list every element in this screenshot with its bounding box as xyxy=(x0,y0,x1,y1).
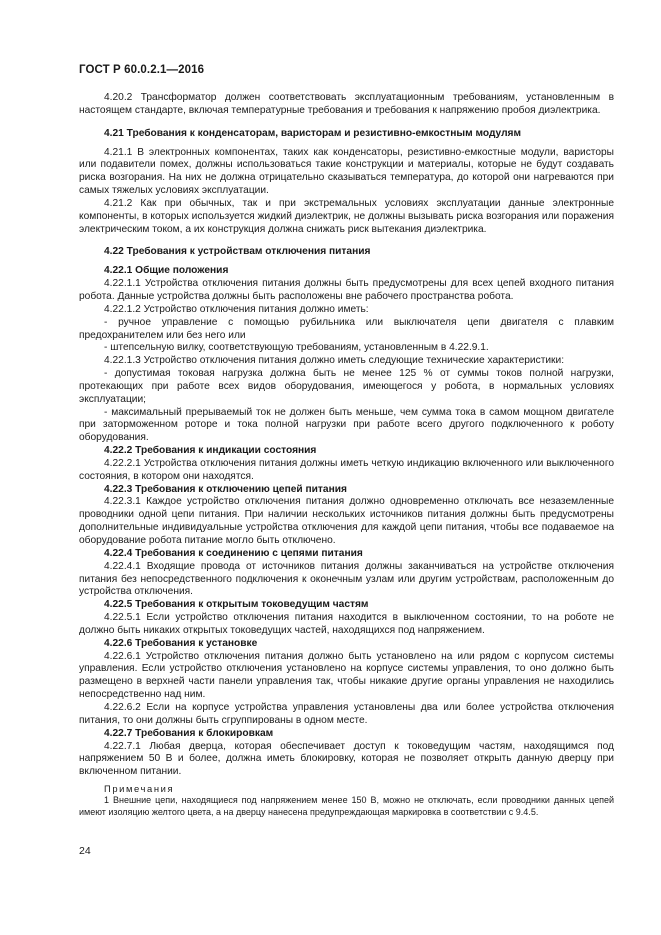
paragraph: 4.21.2 Как при обычных, так и при экстремальных условиях эксплуатации данные электронные компоненты, в которых используется жидкий диэлектрик, не должны вызывать риска возгорания или поражения электрическим током, а их конструкция должна снижать риск вытекания диэлектрика. xyxy=(79,197,614,235)
section-heading: 4.22.7 Требования к блокировкам xyxy=(104,727,274,739)
document-body xyxy=(79,92,614,818)
paragraph: 4.22.1.1 Устройства отключения питания должны быть предусмотрены для всех цепей входного питания робота. Данные устройства должны быть расположены вне рабочего пространства робота. xyxy=(79,278,614,302)
paragraph: 4.22.2.1 Устройства отключения питания должны иметь четкую индикацию включенного или выключенного состояния, в котором они находятся. xyxy=(79,457,614,482)
section-heading: 4.22.3 Требования к отключению цепей питания xyxy=(104,483,347,495)
section-heading: 4.22.6 Требования к установке xyxy=(104,637,258,649)
page-number: 24 xyxy=(79,845,91,857)
spacer xyxy=(79,236,614,246)
notes-title: Примечания xyxy=(104,783,175,795)
section-heading: 4.22.1 Общие положения xyxy=(104,265,229,277)
paragraph: - допустимая токовая нагрузка должна быть не менее 125 % от суммы токов полной нагрузки, протекающих при работе всех видов оборудования, имеющегося у робота, в нормальных условиях эксплуатации; xyxy=(79,368,614,405)
paragraph: - максимальный прерываемый ток не должен быть меньше, чем сумма тока в самом мощном двигателе при заторможенном роторе и тока полной нагрузки при работе всего другого подключенного к роботу оборудования. xyxy=(79,406,614,444)
section-heading: 4.21 Требования к конденсаторам, варисторам и резистивно-емкостным модулям xyxy=(104,127,522,139)
paragraph: 4.22.1.3 Устройство отключения питания должно иметь следующие технические характеристики: xyxy=(104,355,565,367)
section-heading: 4.22.4 Требования к соединению с цепями питания xyxy=(104,547,363,559)
paragraph: 4.22.1.2 Устройство отключения питания должно иметь: xyxy=(104,303,369,315)
paragraph: 4.20.2 Трансформатор должен соответствовать эксплуатационным требованиям, установленным в настоящем стандарте, включая температурные требования и требования к напряжению пробоя диэлектрика. xyxy=(79,92,614,116)
paragraph: 4.22.5.1 Если устройство отключения питания находится в выключенном состоянии, то на роботе не должно быть никаких открытых токоведущих частей, находящихся под напряжением. xyxy=(79,612,614,636)
paragraph: 4.22.3.1 Каждое устройство отключения питания должно одновременно отключать все незаземленные проводники одной цепи питания. При наличии нескольких источников питания должны быть предусмотрены дополнительные индивидуальные устройства отключения для каждой цепи питания, чтобы все подаваемое на оборудование робота питание могло быть отключено. xyxy=(79,496,614,546)
document-header: ГОСТ Р 60.0.2.1—2016 xyxy=(79,64,205,76)
paragraph: 4.22.4.1 Входящие провода от источников питания должны заканчиваться на устройстве отключения питания без непосредственного подключения к оконечным узлам или другим устройствам, расположенным до устройства отключения. xyxy=(79,560,614,598)
paragraph: 4.22.6.1 Устройство отключения питания должно быть установлено на или рядом с корпусом системы управления. Если устройство отключения установлено на корпусе системы управления, то оно должно быть размещено в верхней части панели управления так, чтобы никакие другие органы управления не находились непосредственно над ним. xyxy=(79,650,614,701)
paragraph: 4.22.6.2 Если на корпусе устройства управления установлены два или более устройства отключения питания, то они должны быть сгруппированы в одном месте. xyxy=(79,701,614,726)
paragraph: 4.22.7.1 Любая дверца, которая обеспечивает доступ к токоведущим частям, находящимся под напряжением 50 В и более, должна иметь блокировку, которая не позволяет открыть данную дверцу при включенном питании. xyxy=(79,740,614,778)
section-heading: 4.22.5 Требования к открытым токоведущим частям xyxy=(104,599,369,611)
paragraph: - ручное управление с помощью рубильника или выключателя цепи двигателя с плавким предохранителем или без него или xyxy=(79,316,614,341)
paragraph: 4.21.1 В электронных компонентах, таких как конденсаторы, резистивно-емкостные модули, варисторы или подавители помех, должны использоваться такие конструкции и материалы, которые не будут создавать риска возгорания. На них не должна отрицательно сказываться температура, до которой они нагреваются при самых тяжелых условиях эксплуатации. xyxy=(79,146,614,197)
note-item: 1 Внешние цепи, находящиеся под напряжением менее 150 В, можно не отключать, если проводники данных цепей имеют изоляцию желтого цвета, а на дверцу нанесена предупреждающая маркировка в соответствии с 9.4.5. xyxy=(79,795,614,817)
spacer xyxy=(79,118,614,128)
section-heading: 4.22 Требования к устройствам отключения питания xyxy=(104,246,371,258)
paragraph: - штепсельную вилку, соответствующую требованиям, установленным в 4.22.9.1. xyxy=(104,342,489,354)
section-heading: 4.22.2 Требования к индикации состояния xyxy=(104,445,317,457)
